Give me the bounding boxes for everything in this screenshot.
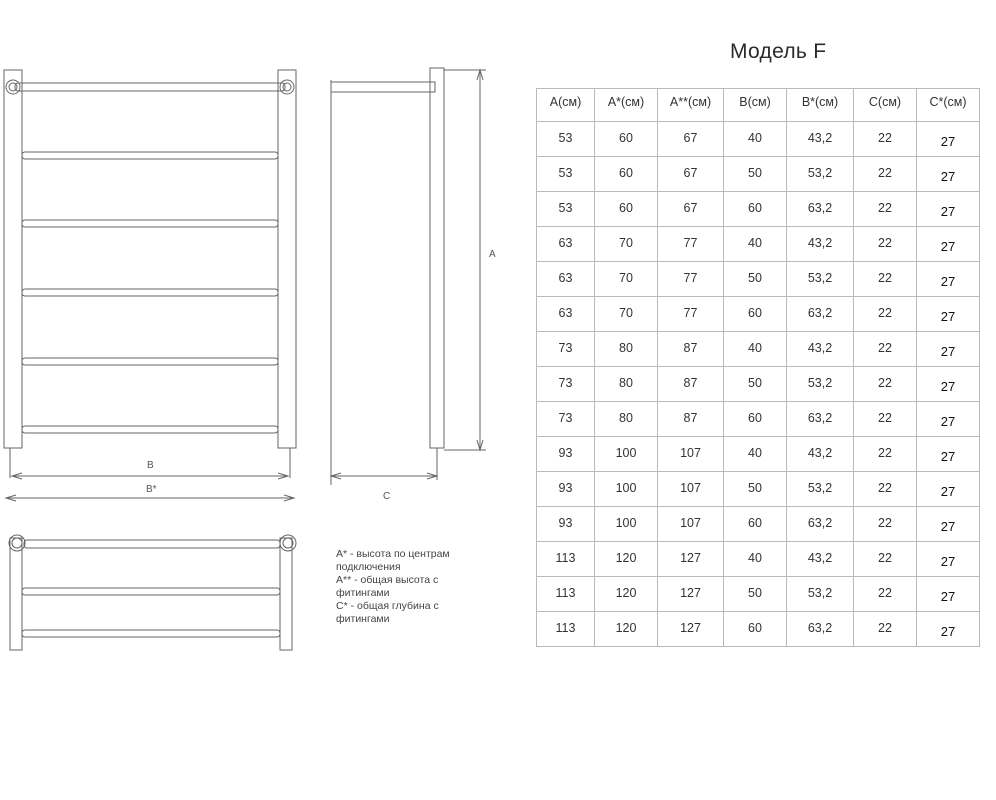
dimensions-table <box>536 88 980 647</box>
table-cell: 22 <box>854 122 917 157</box>
table-cell: 60 <box>595 157 658 192</box>
table-cell: 27 <box>917 612 980 647</box>
table-cell: 53 <box>537 192 595 227</box>
table-cell: 87 <box>658 332 724 367</box>
table-cell: 43,2 <box>787 542 854 577</box>
table-cell: 53,2 <box>787 577 854 612</box>
note-line: фитингами <box>336 587 390 599</box>
rung <box>22 152 278 159</box>
rung <box>22 358 278 365</box>
table-cell: 43,2 <box>787 122 854 157</box>
table-cell: 27 <box>917 402 980 437</box>
table-row <box>537 122 980 157</box>
table-cell: 63,2 <box>787 297 854 332</box>
table-cell: 87 <box>658 402 724 437</box>
table-cell: 27 <box>917 262 980 297</box>
table-cell: 27 <box>917 367 980 402</box>
table-cell: 60 <box>724 507 787 542</box>
label-b: B <box>147 460 154 471</box>
table-cell: 53,2 <box>787 157 854 192</box>
table-cell: 22 <box>854 192 917 227</box>
table-cell: 27 <box>917 122 980 157</box>
table-header-row <box>537 89 980 122</box>
table-cell: 63 <box>537 262 595 297</box>
table-cell: 40 <box>724 437 787 472</box>
table-cell: 67 <box>658 192 724 227</box>
column-header: A**(см) <box>658 89 724 122</box>
table-row <box>537 367 980 402</box>
table-cell: 27 <box>917 507 980 542</box>
column-header: B*(см) <box>787 89 854 122</box>
table-cell: 60 <box>724 297 787 332</box>
table-row <box>537 542 980 577</box>
table-row <box>537 332 980 367</box>
table-cell: 107 <box>658 437 724 472</box>
table-cell: 113 <box>537 577 595 612</box>
table-row <box>537 437 980 472</box>
label-b-star: B* <box>146 484 157 495</box>
table-cell: 127 <box>658 577 724 612</box>
table-cell: 70 <box>595 262 658 297</box>
table-cell: 22 <box>854 227 917 262</box>
top-view-left-fitting <box>9 535 25 551</box>
table-cell: 43,2 <box>787 227 854 262</box>
table-row <box>537 192 980 227</box>
table-cell: 53 <box>537 157 595 192</box>
table-cell: 63,2 <box>787 612 854 647</box>
table-cell: 100 <box>595 437 658 472</box>
table-cell: 50 <box>724 577 787 612</box>
table-cell: 22 <box>854 332 917 367</box>
table-cell: 60 <box>724 192 787 227</box>
table-cell: 63 <box>537 297 595 332</box>
table-cell: 60 <box>595 122 658 157</box>
table-cell: 22 <box>854 157 917 192</box>
table-cell: 22 <box>854 542 917 577</box>
table-cell: 70 <box>595 227 658 262</box>
table-cell: 43,2 <box>787 332 854 367</box>
table-cell: 120 <box>595 612 658 647</box>
table-cell: 70 <box>595 297 658 332</box>
top-view-bar <box>22 588 280 595</box>
table-cell: 53 <box>537 122 595 157</box>
table-cell: 53,2 <box>787 262 854 297</box>
side-top-bar <box>331 82 435 92</box>
top-view-left-side <box>10 538 22 650</box>
top-view-right-fitting <box>280 535 296 551</box>
column-header: A(см) <box>537 89 595 122</box>
front-view <box>4 70 296 501</box>
table-row <box>537 472 980 507</box>
table-row <box>537 402 980 437</box>
side-upright <box>430 68 444 448</box>
table-cell: 60 <box>724 402 787 437</box>
note-line: подключения <box>336 561 401 573</box>
label-a: A <box>489 249 496 260</box>
table-cell: 120 <box>595 542 658 577</box>
left-upright <box>4 70 22 448</box>
table-cell: 22 <box>854 507 917 542</box>
table-cell: 22 <box>854 367 917 402</box>
top-view-bar <box>24 540 280 548</box>
table-row <box>537 262 980 297</box>
table-cell: 27 <box>917 577 980 612</box>
table-cell: 27 <box>917 157 980 192</box>
notes <box>336 548 486 626</box>
table-cell: 93 <box>537 507 595 542</box>
table-cell: 43,2 <box>787 437 854 472</box>
table-cell: 27 <box>917 227 980 262</box>
table-cell: 27 <box>917 332 980 367</box>
table-cell: 22 <box>854 472 917 507</box>
table-cell: 22 <box>854 402 917 437</box>
note-line: A* - высота по центрам <box>336 548 450 560</box>
table-row <box>537 577 980 612</box>
table-cell: 53,2 <box>787 472 854 507</box>
table-cell: 22 <box>854 612 917 647</box>
top-view <box>9 535 296 650</box>
table-cell: 113 <box>537 542 595 577</box>
table-cell: 27 <box>917 192 980 227</box>
table-cell: 80 <box>595 402 658 437</box>
table-cell: 63,2 <box>787 402 854 437</box>
table-cell: 22 <box>854 577 917 612</box>
page-title: Модель F <box>730 40 827 63</box>
table-row <box>537 157 980 192</box>
column-header: C*(см) <box>917 89 980 122</box>
table-cell: 27 <box>917 472 980 507</box>
left-fitting <box>6 80 20 94</box>
right-fitting <box>280 80 294 94</box>
column-header: B(см) <box>724 89 787 122</box>
table-cell: 73 <box>537 332 595 367</box>
table-row <box>537 227 980 262</box>
rung <box>22 426 278 433</box>
label-c: C <box>383 491 391 502</box>
table-cell: 22 <box>854 437 917 472</box>
table-cell: 63,2 <box>787 192 854 227</box>
table-cell: 73 <box>537 367 595 402</box>
table-cell: 40 <box>724 332 787 367</box>
table-cell: 113 <box>537 612 595 647</box>
table-cell: 77 <box>658 227 724 262</box>
table-cell: 107 <box>658 472 724 507</box>
table-cell: 40 <box>724 227 787 262</box>
table-cell: 77 <box>658 297 724 332</box>
table-cell: 80 <box>595 332 658 367</box>
table-cell: 60 <box>724 612 787 647</box>
table-cell: 100 <box>595 472 658 507</box>
table-row <box>537 612 980 647</box>
top-bar <box>15 83 285 91</box>
table-cell: 127 <box>658 612 724 647</box>
table-cell: 80 <box>595 367 658 402</box>
table-cell: 63 <box>537 227 595 262</box>
table-cell: 22 <box>854 297 917 332</box>
table-cell: 77 <box>658 262 724 297</box>
table-cell: 127 <box>658 542 724 577</box>
table-cell: 87 <box>658 367 724 402</box>
column-header: C(см) <box>854 89 917 122</box>
side-view <box>331 68 486 485</box>
table-cell: 50 <box>724 367 787 402</box>
rung <box>22 289 278 296</box>
top-view-right-side <box>280 538 292 650</box>
top-view-bar <box>22 630 280 637</box>
table-cell: 63,2 <box>787 507 854 542</box>
table-cell: 27 <box>917 437 980 472</box>
column-header: A*(см) <box>595 89 658 122</box>
table-cell: 67 <box>658 122 724 157</box>
right-upright <box>278 70 296 448</box>
table-cell: 73 <box>537 402 595 437</box>
table-cell: 40 <box>724 542 787 577</box>
table-cell: 27 <box>917 542 980 577</box>
table-cell: 40 <box>724 122 787 157</box>
table-cell: 60 <box>595 192 658 227</box>
table-cell: 27 <box>917 297 980 332</box>
table-cell: 22 <box>854 262 917 297</box>
table-row <box>537 297 980 332</box>
table-cell: 93 <box>537 437 595 472</box>
table-cell: 100 <box>595 507 658 542</box>
note-line: фитингами <box>336 613 390 625</box>
note-line: A** - общая высота с <box>336 574 439 586</box>
table-row <box>537 507 980 542</box>
table-cell: 50 <box>724 472 787 507</box>
table-cell: 53,2 <box>787 367 854 402</box>
table-cell: 67 <box>658 157 724 192</box>
note-line: C* - общая глубина с <box>336 600 439 612</box>
table-cell: 120 <box>595 577 658 612</box>
table-cell: 50 <box>724 262 787 297</box>
table-cell: 50 <box>724 157 787 192</box>
rung <box>22 220 278 227</box>
table-cell: 107 <box>658 507 724 542</box>
table-cell: 93 <box>537 472 595 507</box>
table-body <box>537 122 980 647</box>
